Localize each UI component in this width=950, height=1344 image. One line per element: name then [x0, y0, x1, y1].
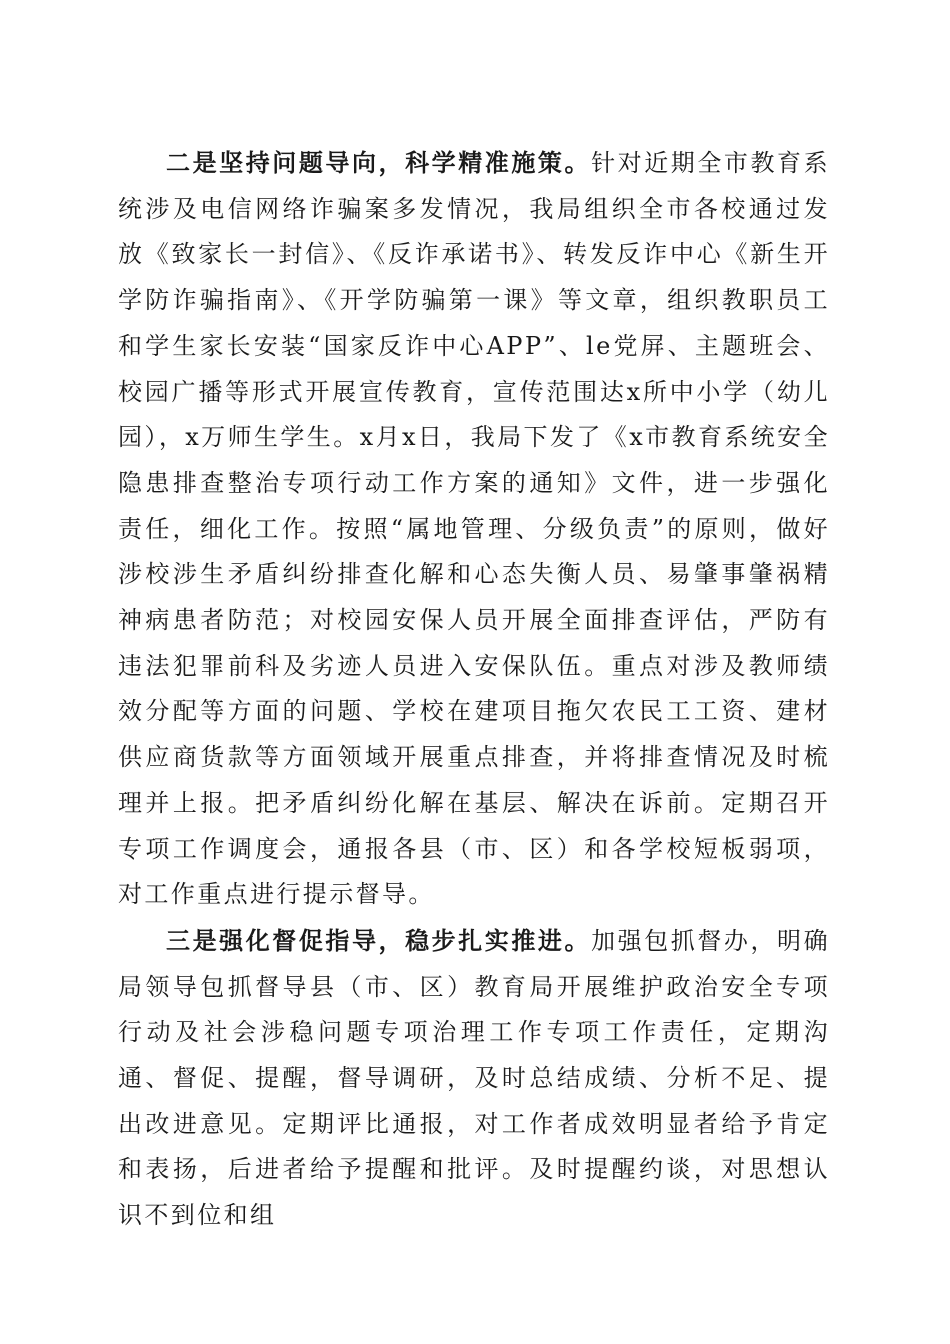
paragraph-3-heading: 三是强化督促指导，稳步扎实推进。	[166, 925, 592, 955]
paragraph-3	[118, 918, 830, 1239]
paragraph-3-text: 加强包抓督办，明确局领导包抓督导县（市、区）教育局开展维护政治安全专项行动及社会涉稳问题专项治理工作专项工作责任，定期沟通、督促、提醒，督导调研，及时总结成绩、分析不足、提出改进意见。定期评比通报，对工作者成效明显者给予肯定和表扬，后进者给予提醒和批评。及时提醒约谈，对思想认识不到位和组	[118, 926, 830, 1230]
paragraph-2	[118, 140, 830, 918]
document-body	[118, 140, 830, 1239]
paragraph-2-text: 针对近期全市教育系统涉及电信网络诈骗案多发情况，我局组织全市各校通过发放《致家长一封信》、《反诈承诺书》、转发反诈中心《新生开学防诈骗指南》、《开学防骗第一课》等文章，组织教职员工和学生家长安装“国家反诈中心APP”、le党屏、主题班会、校园广播等形式开展宣传教育，宣传范围达x所中小学（幼儿园），x万师生学生。x月x日，我局下发了《x市教育系统安全隐患排查整治专项行动工作方案的通知》文件，进一步强化责任，细化工作。按照“属地管理、分级负责”的原则，做好涉校涉生矛盾纠纷排查化解和心态失衡人员、易肇事肇祸精神病患者防范；对校园安保人员开展全面排查评估，严防有违法犯罪前科及劣迹人员进入安保队伍。重点对涉及教师绩效分配等方面的问题、学校在建项目拖欠农民工工资、建材供应商货款等方面领域开展重点排查，并将排查情况及时梳理并上报。把矛盾纠纷化解在基层、解决在诉前。定期召开专项工作调度会，通报各县（市、区）和各学校短板弱项，对工作重点进行提示督导。	[118, 149, 830, 909]
paragraph-2-heading: 二是坚持问题导向，科学精准施策。	[166, 148, 592, 177]
